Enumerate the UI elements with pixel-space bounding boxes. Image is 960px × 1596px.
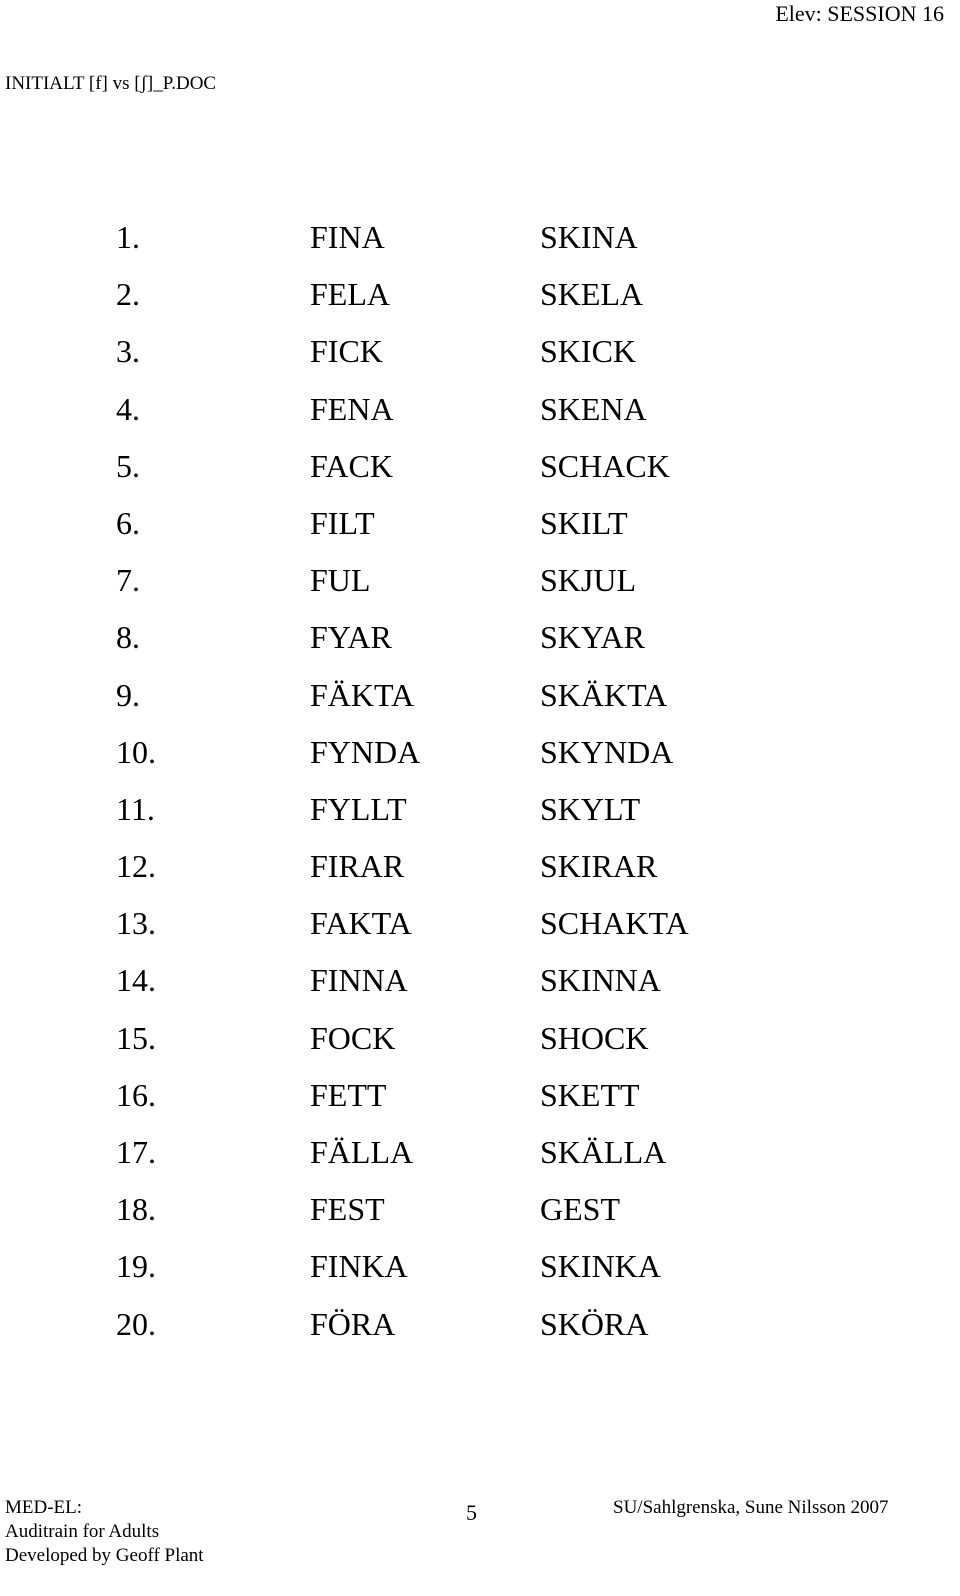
item-number: 9. [116,676,140,713]
word-pair-row [0,786,960,843]
word-pair-row [0,1129,960,1186]
item-number: 14. [116,962,156,999]
word-pair-row [0,500,960,557]
sj-word: SKILT [540,504,628,541]
f-word: FYNDA [310,733,421,770]
f-word: FEST [310,1191,385,1228]
sj-word: SKYLT [540,790,641,827]
item-number: 11. [116,790,155,827]
word-pair-row [0,1301,960,1358]
f-word: FÖRA [310,1305,396,1342]
item-number: 7. [116,562,140,599]
sj-word: SKJUL [540,562,637,599]
sj-word: SKINA [540,219,638,255]
f-word: FÄKTA [310,676,415,713]
item-number: 20. [116,1305,156,1342]
word-pair-row [0,328,960,385]
f-word: FUL [310,562,371,599]
footer-line: Auditrain for Adults [5,1521,160,1542]
word-pair-row [0,1186,960,1243]
sj-word: SKENA [540,390,647,427]
sj-word: SKICK [540,333,637,370]
item-number: 8. [116,619,140,656]
item-number: 19. [116,1248,156,1285]
word-pair-row [0,214,960,271]
f-word: FICK [310,333,383,370]
f-word: FINNA [310,962,408,999]
sj-word: SCHACK [540,447,670,484]
sj-word: SCHAKTA [540,905,689,942]
document-name: INITIALT [f] vs [ʃ]_P.DOC [5,73,217,94]
word-pair-row [0,1015,960,1072]
f-word: FENA [310,390,394,427]
word-pair-row [0,1243,960,1300]
sj-word: GEST [540,1191,620,1228]
footer-line: MED-EL: [5,1497,83,1518]
f-word: FYAR [310,619,392,656]
word-pair-row [0,729,960,786]
sj-word: SKINKA [540,1248,661,1285]
item-number: 5. [116,447,140,484]
session-label: Elev: SESSION 16 [775,1,944,26]
word-pair-row [0,271,960,328]
f-word: FILT [310,504,375,541]
f-word: FACK [310,447,393,484]
footer-attribution: SU/Sahlgrenska, Sune Nilsson 2007 [613,1497,889,1518]
item-number: 15. [116,1019,156,1056]
sj-word: SKYNDA [540,733,674,770]
f-word: FELA [310,276,390,313]
f-word: FIRAR [310,848,405,885]
f-word: FETT [310,1076,387,1113]
sj-word: SKÖRA [540,1305,649,1342]
footer-line: Developed by Geoff Plant [5,1545,204,1566]
f-word: FOCK [310,1019,396,1056]
item-number: 17. [116,1134,156,1170]
item-number: 12. [116,848,156,885]
item-number: 6. [116,504,140,541]
sj-word: SKETT [540,1076,640,1113]
f-word: FYLLT [310,790,407,827]
page-number: 5 [466,1500,477,1525]
f-word: FINKA [310,1248,408,1285]
item-number: 4. [116,390,140,427]
word-pair-row [0,1072,960,1129]
f-word: FAKTA [310,905,412,942]
word-pair-list [0,214,960,1358]
item-number: 1. [116,219,140,255]
word-pair-row [0,843,960,900]
word-pair-row [0,557,960,614]
sj-word: SKYAR [540,619,645,656]
sj-word: SHOCK [540,1019,649,1056]
word-pair-row [0,443,960,500]
item-number: 16. [116,1076,156,1113]
word-pair-row [0,614,960,671]
sj-word: SKÄKTA [540,676,668,713]
word-pair-row [0,386,960,443]
item-number: 10. [116,733,156,770]
item-number: 13. [116,905,156,942]
f-word: FÄLLA [310,1134,414,1170]
word-pair-row [0,957,960,1014]
footer-credits [5,1496,204,1568]
item-number: 3. [116,333,140,370]
sj-word: SKIRAR [540,848,658,885]
word-pair-row [0,672,960,729]
f-word: FINA [310,219,385,255]
item-number: 18. [116,1191,156,1228]
word-pair-row [0,900,960,957]
sj-word: SKÄLLA [540,1134,667,1170]
sj-word: SKELA [540,276,644,313]
sj-word: SKINNA [540,962,661,999]
item-number: 2. [116,276,140,313]
